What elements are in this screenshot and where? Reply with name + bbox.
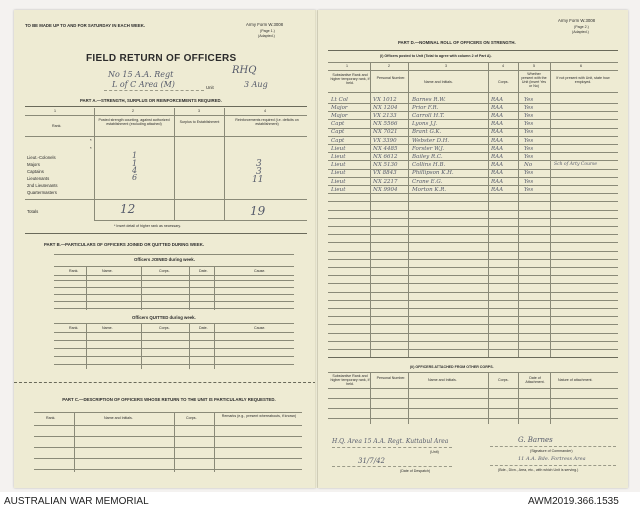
roll-rule (328, 292, 618, 293)
roll-cell: NX 5130 (373, 162, 398, 169)
roll-cell: Bailey R.C. (412, 153, 443, 160)
col-head-posted: Posted strength counting, against authorized establishment (excluding attached) (98, 118, 170, 126)
dii-col-date: Date of Attachment. (525, 376, 545, 384)
d-colnum-2: 2 (388, 64, 390, 68)
roll-cell: Lieut (331, 170, 346, 177)
reinf-captains: 3 (256, 167, 262, 177)
part-a-rule (25, 106, 307, 107)
roll-cell: Yes (524, 178, 534, 185)
part-d-ii-heading: (ii) OFFICERS ATTACHED FROM OTHER CORPS. (410, 365, 494, 369)
roll-rule (328, 201, 618, 202)
quitted-col-rank: Rank. (69, 326, 79, 330)
roll-cell: Carroll H.T. (412, 112, 445, 119)
rank-lt-col: Lieut.-Colonels (27, 155, 56, 160)
signature-label: (Signature of Commander) (530, 449, 573, 453)
roll-cell: Brant G.K. (412, 129, 442, 136)
roll-cell: Lieut (331, 145, 346, 152)
totals-label: Totals (27, 209, 39, 214)
caption-institution: AUSTRALIAN WAR MEMORIAL (4, 496, 149, 507)
col-head-surplus: Surplus to Establishment (179, 120, 220, 124)
place-handwritten: H.Q. Area 15 A.A. Regt. Kuttabul Area (332, 438, 449, 445)
roll-cell: Yes (524, 96, 534, 103)
roll-cell: Lyons J.J. (412, 121, 438, 128)
part-a-footnote: * Insert detail of higher rank as necessary. (114, 224, 181, 228)
rank-majors: Majors (27, 162, 40, 167)
form-title: FIELD RETURN OF OFFICERS (86, 53, 237, 64)
form-ref-r-1: Army Form W.3008 (558, 18, 596, 23)
roll-cell: NX 9904 (373, 186, 398, 193)
roll-cell: RAA (491, 153, 504, 160)
form-ref-line-3: (Adapted.) (258, 34, 275, 38)
d-colnum-3: 3 (445, 64, 447, 68)
roll-rule (328, 341, 618, 342)
roll-rule (328, 193, 618, 194)
dii-col-number: Personal Number. (376, 376, 406, 380)
roll-cell: Yes (524, 186, 534, 193)
dii-col-nature: Nature of attachment. (558, 378, 593, 382)
roll-cell: Lt Col (331, 96, 348, 103)
d-col-employed: If not present with Unit, state how employed. (556, 76, 610, 84)
col-num-4: 4 (264, 109, 266, 113)
roll-rule (328, 242, 618, 243)
roll-cell: NX 7021 (373, 129, 398, 136)
part-d-sub-i: (i) Officers posted to Unit (Total to agree with column 2 of Part A). (380, 54, 492, 58)
roll-cell: NX 5566 (373, 121, 398, 128)
despatch-date-label: (Date of Despatch) (400, 469, 431, 473)
roll-cell: Lieut (331, 186, 346, 193)
roll-cell: Morton K.R. (412, 186, 447, 193)
roll-cell: Webster D.H. (412, 137, 450, 144)
command-handwritten: 11 A.A. Bde. Fortress Area (518, 456, 586, 462)
roll-cell: VX 2133 (373, 112, 397, 119)
roll-rule (328, 234, 618, 235)
dii-col-rank: Substantive Rank and higher temporary rank, if held. (330, 374, 370, 386)
dii-col-corps: Corps. (498, 378, 509, 382)
roll-cell: No (524, 162, 533, 169)
roll-cell: Yes (524, 104, 534, 111)
tear-line (14, 382, 316, 383)
d-col-name: Name and Initials. (424, 80, 453, 84)
quitted-col-name: Name. (102, 326, 113, 330)
roll-rule (328, 349, 618, 350)
roll-cell: Forster W.J. (412, 145, 445, 152)
roll-rule (328, 210, 618, 211)
hq-handwritten: RHQ (232, 65, 257, 76)
unit-label-r: (Unit) (430, 450, 439, 454)
roll-cell: Prior F.R. (412, 104, 439, 111)
unit-handwritten-1: No 15 A.A. Regt (108, 70, 174, 79)
form-page-2 (318, 10, 628, 488)
part-c-heading: PART C.—DESCRIPTION OF OFFICERS WHOSE RETURN TO THE UNIT IS PARTICULARLY REQUESTED. (62, 397, 276, 402)
roll-cell: Yes (524, 153, 534, 160)
col-head-rank: Rank. (52, 124, 62, 128)
roll-rule (328, 169, 618, 170)
partc-col-name: Name and Initials. (104, 416, 133, 420)
roll-cell: Yes (524, 137, 534, 144)
roll-cell: NX 4485 (373, 145, 398, 152)
roll-rule (328, 185, 618, 186)
part-a-heading: PART A.—STRENGTH, SURPLUS OR REINFORCEMENTS REQUIRED. (80, 98, 222, 103)
joined-col-name: Name. (102, 269, 113, 273)
quitted-col-corps: Corps. (159, 326, 170, 330)
roll-rule (328, 103, 618, 104)
d-colnum-5: 5 (533, 64, 535, 68)
form-page-1 (14, 10, 316, 488)
col-num-3: 3 (198, 109, 200, 113)
asterisk-2: * (90, 146, 92, 151)
quitted-col-date: Date. (199, 326, 208, 330)
roll-rule (328, 259, 618, 260)
roll-rule (328, 333, 618, 334)
roll-cell: RAA (491, 121, 504, 128)
roll-cell: NX 2217 (373, 178, 398, 185)
roll-cell: Capt (331, 129, 345, 136)
col-head-reinforcements: Reinforcements required (i.e. deficits on establishment) (235, 118, 299, 126)
rank-lieutenants: Lieutenants (27, 176, 50, 181)
unit-line (104, 90, 204, 91)
form-ref-line-1: Army Form W.3008 (246, 22, 284, 27)
roll-cell: Sch of Arty Course (554, 162, 598, 168)
roll-cell: Yes (524, 129, 534, 136)
roll-rule (328, 144, 618, 145)
roll-rule (328, 275, 618, 276)
roll-cell: Major (331, 104, 348, 111)
roll-rule (328, 316, 618, 317)
d-colnum-6: 6 (580, 64, 582, 68)
joined-col-corps: Corps. (159, 269, 170, 273)
roll-cell: Yes (524, 112, 534, 119)
col-num-1: 1 (54, 109, 56, 113)
d-col-number: Personal Number. (376, 76, 406, 80)
part-d-heading: PART D.—NOMINAL ROLL OF OFFICERS ON STRENGTH. (398, 40, 516, 45)
total-reinforcements: 19 (250, 204, 266, 218)
roll-cell: RAA (491, 96, 504, 103)
rank-2nd-lieutenants: 2nd Lieutenants (27, 183, 58, 188)
roll-cell: Lieut (331, 178, 346, 185)
roll-cell: VX 3390 (373, 137, 397, 144)
d-col-rank: Substantive Rank and higher temporary rank, if held. (330, 73, 370, 85)
dii-col-name: Name and Initials. (428, 378, 457, 382)
roll-cell: NX 1204 (373, 104, 398, 111)
col-num-2: 2 (132, 109, 134, 113)
roll-cell: RAA (491, 112, 504, 119)
posted-majors: 1 (132, 159, 138, 168)
roll-cell: Capt (331, 137, 345, 144)
roll-cell: RAA (491, 170, 504, 177)
roll-cell: RAA (491, 162, 504, 169)
roll-cell: Capt (331, 121, 345, 128)
roll-cell: Lieut (331, 153, 346, 160)
partc-col-corps: Corps. (186, 416, 197, 420)
form-ref-line-2: (Page 1.) (260, 29, 275, 33)
partc-col-rank: Rank. (46, 416, 56, 420)
date-handwritten: 3 Aug (244, 80, 268, 89)
roll-cell: Yes (524, 145, 534, 152)
roll-rule (328, 128, 618, 129)
reinf-majors: 3 (256, 159, 262, 169)
roll-cell: RAA (491, 137, 504, 144)
form-ref-r-3: (Adapted.) (572, 30, 589, 34)
roll-rule (328, 308, 618, 309)
roll-rule (328, 226, 618, 227)
total-posted: 12 (120, 202, 136, 216)
partc-col-remarks: Remarks (e.g., present whereabouts, if known) (221, 414, 297, 418)
roll-cell: RAA (491, 104, 504, 111)
unit-label: Unit (206, 85, 214, 90)
roll-cell: NX 6612 (373, 153, 398, 160)
joined-col-date: Date. (199, 269, 208, 273)
joined-col-cause: Cause. (254, 269, 266, 273)
roll-cell: VX 8843 (373, 170, 397, 177)
roll-cell: Crane E.G. (412, 178, 443, 185)
roll-cell: Phillipson K.H. (412, 170, 454, 177)
signature-handwritten: G. Barnes (518, 436, 553, 444)
roll-cell: RAA (491, 129, 504, 136)
roll-rule (328, 267, 618, 268)
roll-rule (328, 324, 618, 325)
roll-rule (328, 111, 618, 112)
roll-cell: Yes (524, 170, 534, 177)
roll-rule (328, 300, 618, 301)
posted-lt-col: 1 (132, 151, 138, 160)
despatch-date-handwritten: 31/7/42 (358, 457, 385, 465)
rank-captains: Captains (27, 169, 44, 174)
rank-quartermasters: Quartermasters (27, 190, 57, 195)
d-col-present: Whether present with the Unit (insert Yes or No) (521, 72, 547, 88)
joined-col-rank: Rank. (69, 269, 79, 273)
roll-cell: RAA (491, 186, 504, 193)
roll-rule (328, 119, 618, 120)
roll-cell: RAA (491, 178, 504, 185)
roll-cell: Collins H.B. (412, 162, 446, 169)
form-ref-r-2: (Page 2.) (574, 25, 589, 29)
reinf-lieutenants: 11 (252, 175, 264, 185)
roll-cell: Lieut (331, 162, 346, 169)
roll-rule (328, 136, 618, 137)
roll-cell: Barnes R.W. (412, 96, 446, 103)
command-label: (Bde., Divn., Area, etc., with which Unit is serving.) (498, 468, 579, 472)
d-colnum-4: 4 (502, 64, 504, 68)
posted-lieutenants: 6 (132, 173, 138, 182)
roll-cell: VX 1012 (373, 96, 397, 103)
unit-handwritten-2: L of C Area (M) (112, 80, 175, 89)
roll-rule (328, 177, 618, 178)
posted-captains: 4 (132, 166, 138, 175)
d-col-corps: Corps. (498, 80, 509, 84)
top-note: TO BE MADE UP TO AND FOR SATURDAY IN EACH WEEK. (25, 23, 146, 28)
roll-rule (328, 283, 618, 284)
roll-cell: Yes (524, 121, 534, 128)
joined-title: Officers JOINED during week. (134, 257, 195, 262)
roll-rule (328, 218, 618, 219)
roll-cell: RAA (491, 145, 504, 152)
roll-cell: Major (331, 112, 348, 119)
asterisk-1: * (90, 138, 92, 143)
quitted-title: Officers QUITTED during week. (132, 315, 196, 320)
roll-rule (328, 152, 618, 153)
d-colnum-1: 1 (346, 64, 348, 68)
quitted-col-cause: Cause. (254, 326, 266, 330)
part-b-heading: PART B.—PARTICULARS OF OFFICERS JOINED OR QUITTED DURING WEEK. (44, 242, 205, 247)
caption-accession: AWM2019.366.1535 (528, 496, 619, 507)
roll-rule (328, 251, 618, 252)
